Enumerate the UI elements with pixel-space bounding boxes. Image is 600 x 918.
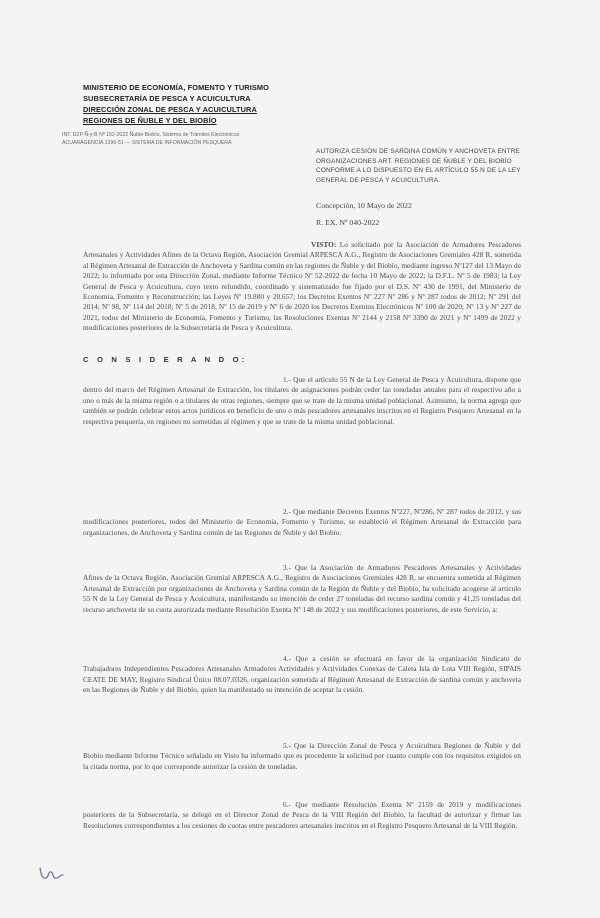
subject-line-4: GENERAL DE PESCA Y ACUICULTURA.	[316, 176, 441, 184]
reference-lines	[62, 131, 272, 147]
visto-paragraph	[83, 240, 521, 334]
reference-line-1: INT. DZP Ñ-y-B Nº 152-2022 Ñuble-Biobío. Sistema de Trámites Electrónicos	[62, 132, 240, 138]
handwritten-initials	[36, 862, 76, 884]
considerando-text-6: 6.- Que mediante Resolución Exenta Nº 2159 de 2019 y modificaciones posteriores de la Subsecretaría, se delegó en el Director Zonal de Pesca de la VIII Región del Biobío, la facultad de autorizar y firmar las Resoluciones correspondientes a los cesiones de cuotas entre pescadores artesanales inscritos en el Registro Pesquero Artesanal de la VIII Región.	[83, 800, 521, 830]
ministry-name: MINISTERIO DE ECONOMÍA, FOMENTO Y TURISMO	[83, 83, 270, 92]
considerando-text-4: 4.- Que a cesión se efectuará en favor de la organización Sindicato de Trabajadores Independientes Pescadores Artesanales Armadores Actividades y Actividades Conexas de Caleta Isla de Lota VIII Región, SIPAIS CEATE DE MAY, Registro Sindical Único 08.07.0326, organización sometida al Régimen Artesanal de Extracción de sardina común y anchoveta en las Regiones de Ñuble y del Biobío, quien ha manifestado su intención de aceptar la cesión.	[83, 654, 521, 695]
resolution-subject	[316, 147, 546, 185]
considerando-text-3: 3.- Que la Asociación de Armadores Pescadores Artesanales y Actividades Afines de la Octava Región, Asociación Gremial ARPESCA A.G., Registro de Asociaciones Gremiales 428 R, se encuentra sometida al Régimen Artesanal de Extracción por organizaciones de Anchoveta y Sardina común de la Región de Ñuble y del Biobío, ha solicitado acogerse al artículo 55 N de la Ley General de Pesca y Acuicultura, manifestando su intención de ceder 27 toneladas del recurso sardina común y 41,25 toneladas del recurso anchoveta de su cuota autorizada mediante Resolución Exenta Nº 148 de 2022 y sus modificaciones posteriores, de este Servicio, a:	[83, 563, 521, 614]
reference-line-2: ACUARÁGENCIA 1396-51 — SISTEMA DE INFORMACIÓN PESQUERA	[62, 140, 232, 146]
considerando-paragraph-3	[83, 563, 521, 615]
subject-line-1: AUTORIZA CESIÓN DE SARDINA COMÚN Y ANCHOVETA ENTRE	[316, 148, 521, 155]
considerando-paragraph-4	[83, 654, 521, 696]
subject-line-3: CONFORME A LO DISPUESTO EN EL ARTÍCULO 55 N DE LA LEY	[316, 167, 521, 174]
resolution-number: R. EX. Nº 040-2022	[316, 218, 380, 227]
place-date: Concepción, 10 Mayo de 2022	[316, 201, 412, 210]
considerando-text-1: 1.- Que el artículo 55 N de la Ley General de Pesca y Acuicultura, dispone que dentro del marco del Régimen Artesanal de Extracción, los titulares de asignaciones podrán ceder las toneladas anuales para el respectivo año a uno o más de la misma región o a titulares de otras regiones, siempre que se trate de la misma unidad poblacional. Asimismo, la norma agrega que también se podrán celebrar estos actos jurídicos en beneficio de uno o más pescadores artesanales inscritos en el Registro Pesquero Artesanal en la respectiva pesquería, en regiones no sometidas al régimen y que se trate de la misma unidad poblacional.	[83, 375, 521, 426]
considerando-paragraph-5	[83, 741, 521, 772]
considerando-title: C O N S I D E R A N D O:	[83, 355, 248, 364]
visto-text: Lo solicitado por la Asociación de Armadores Pescadores Artesanales y Actividades Afines de la Octava Región, Asociación Gremial ARPESCA A.G., Registro de Asociaciones Gremiales 428 R, sometida al Régimen Artesanal de Extracción de Anchoveta y Sardina común en las regiones de Ñuble y del Biobío, mediante ingreso Nº127 del 13 Mayo de 2022; lo informado por esta Dirección Zonal, mediante Informe Técnico Nº 52-2022 de fecha 10 Mayo de 2022; la D.F.L. Nº 5 de 1983; la Ley General de Pesca y Acuicultura, cuyo texto refundido, coordinado y sistematizado fue fijado por el D.S. Nº 430 de 1991, del Ministerio de Economía, Fomento y Reconstrucción; las Leyes Nº 19.880 y 20.657; los Decretos Exentos Nº 227 Nº 286 y Nº 287 todos de 2012; Nº 291 del 2014; Nº 98, Nº 114 del 2018; Nº 5 de 2018, Nº 15 de 2019 y Nº 6 de 2020 los Decretos Exentos Electrónicos Nº 100 de 2020; Nº 13 y Nº 227 de 2021, todos del Ministerio de Economía, Fomento y Turismo, las Resoluciones Exentas Nº 2144 y 2158 Nº 3390 de 2021 y Nº 1499 de 2022 y modificaciones posteriores de la Subsecretaría de Pesca y Acuicultura.	[83, 240, 522, 333]
zonal-directorate-name: DIRECCIÓN ZONAL DE PESCA Y ACUICULTURA	[83, 105, 257, 114]
considerando-text-5: 5.- Que la Dirección Zonal de Pesca y Acuicultura Regiones de Ñuble y del Biobío mediante Informe Técnico señalado en Visto ha informado que es procedente la solicitud por cuanto cumple con los requisitos exigidos en la citada norma, por lo que corresponde autorizar la cesión de toneladas.	[83, 741, 521, 771]
letterhead	[83, 82, 383, 126]
considerando-text-2: 2.- Que mediante Decretos Exentos Nº227, Nº286, Nº 287 todos de 2012, y sus modificaciones posteriores, todos del Ministerio de Economía, Fomento y Turismo, se estableció el Régimen Artesanal de Extracción para organizaciones, de Anchoveta y Sardina común de las Regiones de Ñuble y del Biobío.	[83, 507, 521, 537]
considerando-paragraph-1	[83, 375, 521, 427]
considerando-paragraph-6	[83, 800, 521, 831]
considerando-paragraph-2	[83, 507, 521, 538]
visto-section	[83, 240, 521, 334]
subsecretariat-name: SUBSECRETARÍA DE PESCA Y ACUICULTURA	[83, 94, 251, 103]
visto-label: VISTO:	[311, 240, 337, 249]
regions-name: REGIONES DE ÑUBLE Y DEL BIOBÍO	[83, 116, 217, 125]
subject-line-2: ORGANIZACIONES ART. REGIONES DE ÑUBLE Y DEL BIOBÍO	[316, 157, 512, 165]
